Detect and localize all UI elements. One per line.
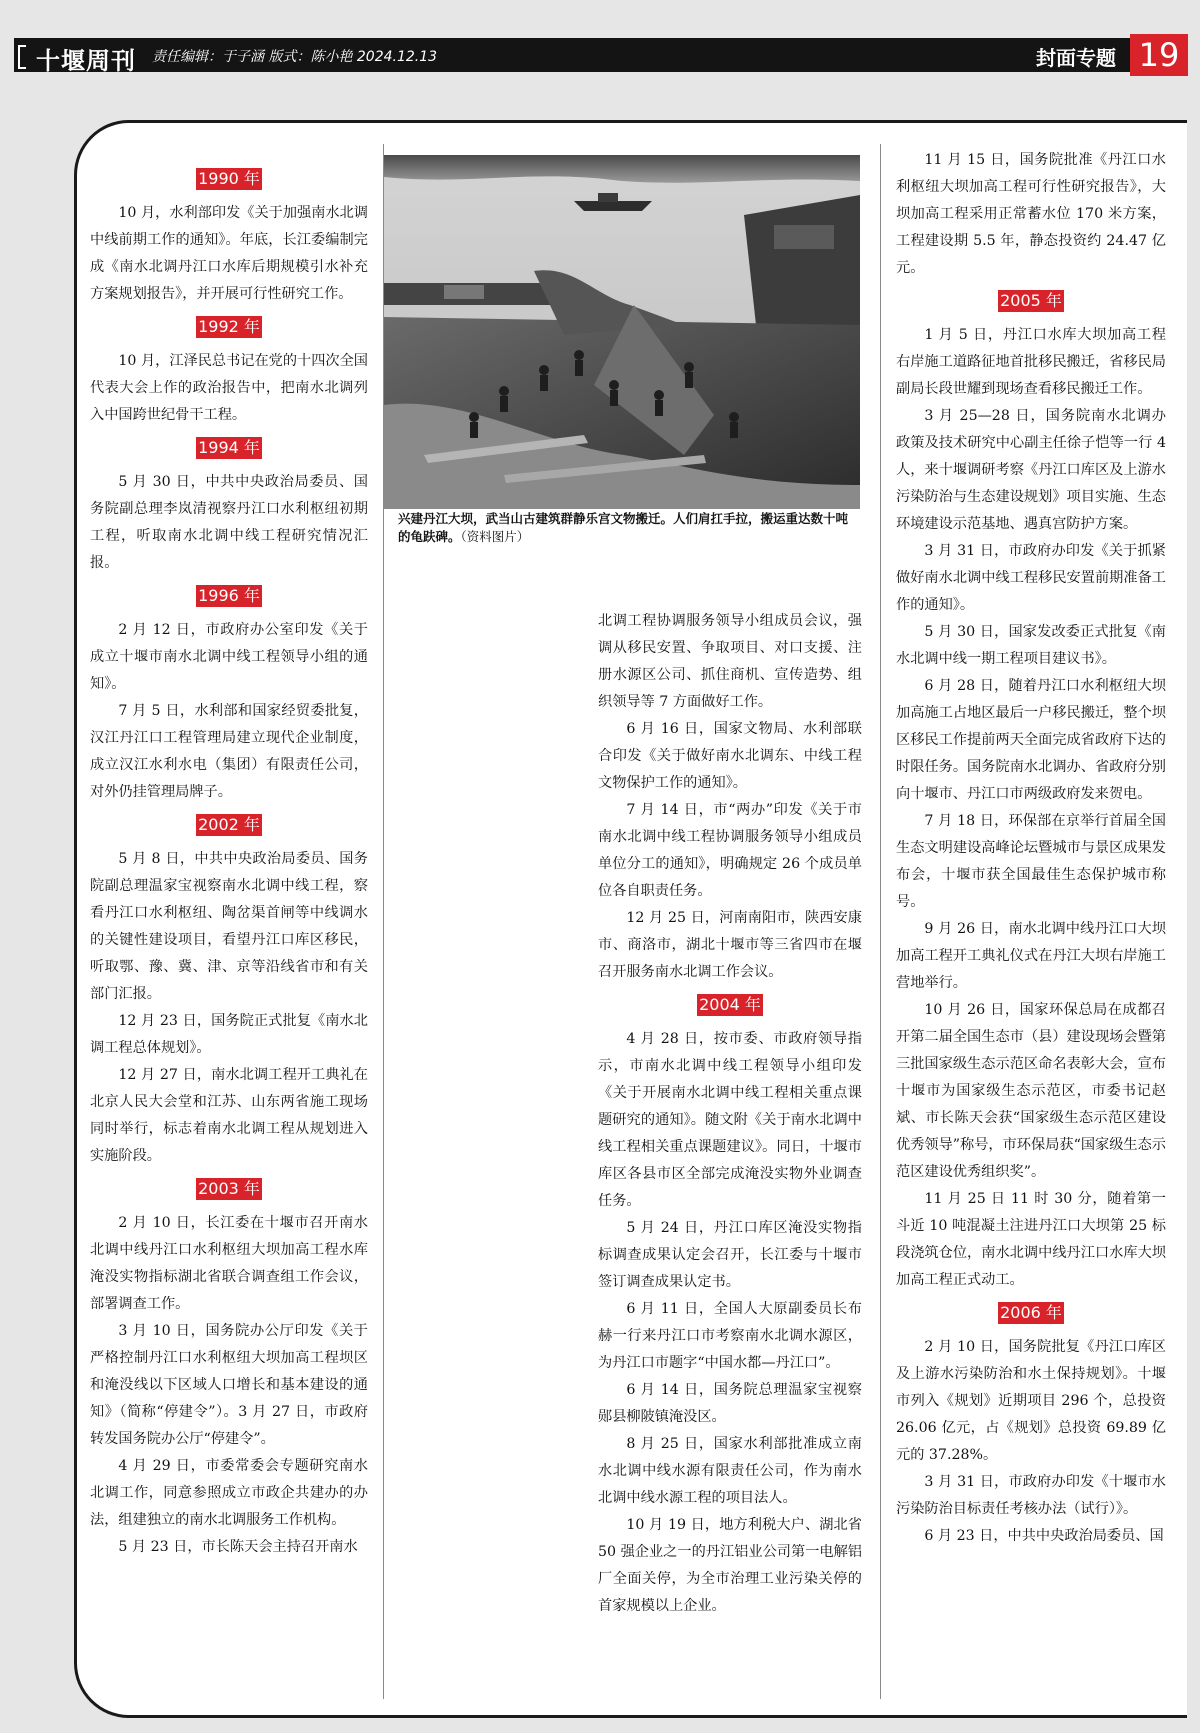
timeline-entry: 5 月 23 日，市长陈天会主持召开南水 [118,1539,358,1555]
timeline-entry: 7 月 14 日，市“两办”印发《关于市南水北调中线工程协调服务领导小组成员单位分工的通知》，明确规定 26 个成员单位各自职责任务。 [598,802,862,899]
photo-caption [398,510,853,546]
timeline-entry: 5 月 30 日，国家发改委正式批复《南水北调中线一期工程项目建议书》。 [896,624,1166,667]
masthead-bar [14,36,1186,75]
caption-text: 兴建丹江大坝，武当山古建筑群静乐宫文物搬迁。人们肩扛手拉，搬运重达数十吨的龟趺碑。 [398,511,849,544]
masthead-brand: 十堰周刊 [36,46,136,75]
timeline-entry: 5 月 24 日，丹江口库区淹没实物指标调查成果认定会召开，长江委与十堰市签订调查成果认定书。 [598,1220,862,1290]
timeline-entry: 北调工程协调服务领导小组成员会议，强调从移民安置、争取项目、对口支援、注册水源区公司、抓住商机、宣传造势、组织领导等 7 方面做好工作。 [598,613,862,710]
year-heading: 2005 年 [998,290,1064,312]
timeline-entry: 6 月 11 日，全国人大原副委员长布赫一行来丹江口市考察南水北调水源区，为丹江口市题字“中国水都—丹江口”。 [598,1301,862,1371]
year-heading: 2002 年 [196,814,262,836]
timeline-entry: 10 月 26 日，国家环保总局在成都召开第二届全国生态市（县）建设现场会暨第三批国家级生态示范区命名表彰大会，宣布十堰市为国家级生态示范区，市委书记赵斌、市长陈天会获“国家级生态示范区建设优秀领导”称号，市环保局获“国家级生态示范区建设优秀组织奖”。 [896,1002,1166,1180]
year-heading: 1996 年 [196,585,262,607]
year-heading: 2004 年 [697,994,763,1016]
year-heading: 2006 年 [998,1302,1064,1324]
column-1 [90,160,368,1561]
editor-credit: 责任编辑：于子涵 版式：陈小艳 2024.12.13 [152,49,438,65]
timeline-entry: 5 月 30 日，中共中央政治局委员、国务院副总理李岚清视察丹江口水利枢纽初期工程，听取南水北调中线工程研究情况汇报。 [90,474,368,571]
section-title: 封面专题 [1036,46,1116,70]
historical-photo [384,155,860,509]
timeline-entry: 6 月 28 日，随着丹江口水利枢纽大坝加高施工占地区最后一户移民搬迁，整个坝区移民工作提前两天全面完成省政府下达的时限任务。国务院南水北调办、省政府分别向十堰市、丹江口市两级政府发来贺电。 [896,678,1166,802]
timeline-entry: 12 月 27 日，南水北调工程开工典礼在北京人民大会堂和江苏、山东两省施工现场同时举行，标志着南水北调工程从规划进入实施阶段。 [90,1067,368,1164]
timeline-entry: 5 月 8 日，中共中央政治局委员、国务院副总理温家宝视察南水北调中线工程，察看丹江口水利枢纽、陶岔渠首闸等中线调水的关键性建设项目，看望丹江口库区移民，听取鄂、豫、冀、津、京等沿线省市和有关部门汇报。 [90,851,368,1002]
timeline-entry: 10 月，江泽民总书记在党的十四次全国代表大会上作的政治报告中，把南水北调列入中国跨世纪骨干工程。 [90,353,368,423]
page-number-badge: 19 [1130,34,1188,76]
timeline-entry: 11 月 25 日 11 时 30 分，随着第一斗近 10 吨混凝土注进丹江口大坝第 25 标段浇筑仓位，南水北调中线丹江口水库大坝加高工程正式动工。 [896,1191,1166,1288]
timeline-entry: 3 月 25—28 日，国务院南水北调办政策及技术研究中心副主任徐子恺等一行 4 人，来十堰调研考察《丹江口库区及上游水污染防治与生态建设规划》项目实施、生态环境建设示范基地、遇真宫防护方案。 [896,408,1166,532]
timeline-entry: 6 月 16 日，国家文物局、水利部联合印发《关于做好南水北调东、中线工程文物保护工作的通知》。 [598,721,862,791]
timeline-entry: 1 月 5 日，丹江口水库大坝加高工程右岸施工道路征地首批移民搬迁，省移民局副局长段世耀到现场查看移民搬迁工作。 [896,327,1166,397]
timeline-entry: 3 月 10 日，国务院办公厅印发《关于严格控制丹江口水利枢纽大坝加高工程坝区和淹没线以下区域人口增长和基本建设的通知》（简称“停建令”）。3 月 27 日，市政府转发国务院办公厅“停建令”。 [90,1323,368,1447]
timeline-entry: 6 月 14 日，国务院总理温家宝视察郧县柳陂镇淹没区。 [598,1382,862,1425]
caption-source: （资料图片） [460,529,530,544]
timeline-entry: 4 月 28 日，按市委、市政府领导指示，市南水北调中线工程领导小组印发《关于开展南水北调中线工程相关重点课题研究的通知》。随文附《关于南水北调中线工程相关重点课题建议》。同日，十堰市库区各县市区全部完成淹没实物外业调查任务。 [598,1031,862,1209]
timeline-entry: 2 月 10 日，国务院批复《丹江口库区及上游水污染防治和水土保持规划》。十堰市列入《规划》近期项目 296 个，总投资 26.06 亿元，占《规划》总投资 69.89 亿元的 37.28%。 [896,1339,1166,1463]
timeline-entry: 4 月 29 日，市委常委会专题研究南水北调工作，同意参照成立市政企共建办的办法，组建独立的南水北调服务工作机构。 [90,1458,368,1528]
timeline-entry: 10 月，水利部印发《关于加强南水北调中线前期工作的通知》。年底，长江委编制完成《南水北调丹江口水库后期规模引水补充方案规划报告》，并开展可行性研究工作。 [90,205,368,302]
masthead-logo-mark [18,45,26,69]
timeline-entry: 12 月 25 日，河南南阳市，陕西安康市、商洛市，湖北十堰市等三省四市在堰召开服务南水北调工作会议。 [598,910,862,980]
timeline-entry: 2 月 10 日，长江委在十堰市召开南水北调中线丹江口水利枢纽大坝加高工程水库淹没实物指标湖北省联合调查组工作会议，部署调查工作。 [90,1215,368,1312]
year-heading: 2003 年 [196,1178,262,1200]
timeline-entry: 2 月 12 日，市政府办公室印发《关于成立十堰市南水北调中线工程领导小组的通知》。 [90,622,368,692]
timeline-entry: 12 月 23 日，国务院正式批复《南水北调工程总体规划》。 [90,1013,368,1056]
timeline-entry: 10 月 19 日，地方利税大户、湖北省 50 强企业之一的丹江铝业公司第一电解铝厂全面关停，为全市治理工业污染关停的首家规模以上企业。 [598,1517,862,1614]
timeline-entry: 3 月 31 日，市政府办印发《关于抓紧做好南水北调中线工程移民安置前期准备工作的通知》。 [896,543,1166,613]
year-heading: 1992 年 [196,316,262,338]
column-2 [598,608,862,1620]
year-heading: 1990 年 [196,168,262,190]
timeline-entry: 9 月 26 日，南水北调中线丹江口大坝加高工程开工典礼仪式在丹江大坝右岸施工营地举行。 [896,921,1166,991]
timeline-entry: 11 月 15 日，国务院批准《丹江口水利枢纽大坝加高工程可行性研究报告》，大坝加高工程采用正常蓄水位 170 米方案，工程建设期 5.5 年，静态投资约 24.47 亿元。 [896,152,1166,276]
timeline-entry: 7 月 18 日，环保部在京举行首届全国生态文明建设高峰论坛暨城市与景区成果发布会，十堰市获全国最佳生态保护城市称号。 [896,813,1166,910]
column-3 [896,147,1166,1550]
year-heading: 1994 年 [196,437,262,459]
timeline-entry: 7 月 5 日，水利部和国家经贸委批复，汉江丹江口工程管理局建立现代企业制度，成立汉江水利水电（集团）有限责任公司，对外仍挂管理局牌子。 [90,703,368,800]
timeline-entry: 6 月 23 日，中共中央政治局委员、国 [924,1528,1164,1544]
timeline-entry: 8 月 25 日，国家水利部批准成立南水北调中线水源有限责任公司，作为南水北调中线水源工程的项目法人。 [598,1436,862,1506]
column-divider-right [880,144,881,1699]
timeline-entry: 3 月 31 日，市政府办印发《十堰市水污染防治目标责任考核办法（试行）》。 [896,1474,1166,1517]
